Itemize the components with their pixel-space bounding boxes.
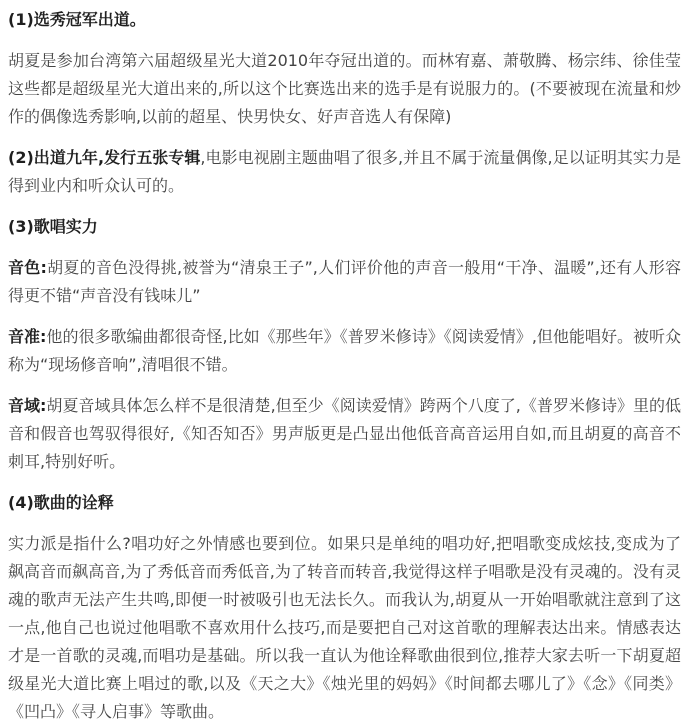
paragraph-timbre-lead: 音色: xyxy=(8,258,47,277)
paragraph-pitch-lead: 音准: xyxy=(8,327,47,346)
paragraph-timbre-text: 胡夏的音色没得挑,被誉为“清泉王子”,人们评价他的声音一般用“干净、温暖”,还有人形容得更不错“声音没有钱味儿” xyxy=(8,258,681,305)
section-heading-debut: (1)选秀冠军出道。 xyxy=(8,10,146,29)
paragraph-albums xyxy=(8,144,681,200)
paragraph-range-text: 胡夏音域具体怎么样不是很清楚,但至少《阅读爱情》跨两个八度了,《普罗米修诗》里的低音和假音也驾驭得很好,《知否知否》男声版更是凸显出他低音高音运用自如,而且胡夏的高音不刺耳,特别好听。 xyxy=(8,396,681,471)
paragraph-albums-lead: (2)出道九年,发行五张专辑 xyxy=(8,148,201,167)
paragraph-timbre xyxy=(8,254,681,310)
paragraph-pitch xyxy=(8,323,681,379)
section-heading-interpretation: (4)歌曲的诠释 xyxy=(8,493,114,512)
section-heading-vocal-ability: (3)歌唱实力 xyxy=(8,217,98,236)
paragraph-albums-text: ,电影电视剧主题曲唱了很多,并且不属于流量偶像,足以证明其实力是得到业内和听众认可的。 xyxy=(8,148,681,195)
paragraph-interpretation-detail: 实力派是指什么?唱功好之外情感也要到位。如果只是单纯的唱功好,把唱歌变成炫技,变成为了飙高音而飙高音,为了秀低音而秀低音,为了转音而转音,我觉得这样子唱歌是没有灵魂的。没有灵魂的歌声无法产生共鸣,即便一时被吸引也无法长久。而我认为,胡夏从一开始唱歌就注意到了这一点,他自己也说过他唱歌不喜欢用什么技巧,而是要把自己对这首歌的理解表达出来。情感表达才是一首歌的灵魂,而唱功是基础。所以我一直认为他诠释歌曲很到位,推荐大家去听一下胡夏超级星光大道比赛上唱过的歌,以及《天之大》《烛光里的妈妈》《时间都去哪儿了》《念》《同类》《凹凸》《寻人启事》等歌曲。 xyxy=(8,534,681,721)
paragraph-debut-detail: 胡夏是参加台湾第六届超级星光大道2010年夺冠出道的。而林宥嘉、萧敬腾、杨宗纬、徐佳莹这些都是超级星光大道出来的,所以这个比赛选出来的选手是有说服力的。(不要被现在流量和炒作的偶像选秀影响,以前的超星、快男快女、好声音选人有保障) xyxy=(8,51,681,126)
paragraph-range xyxy=(8,392,681,476)
paragraph-pitch-text: 他的很多歌编曲都很奇怪,比如《那些年》《普罗米修诗》《阅读爱情》,但他能唱好。被听众称为“现场修音响”,清唱很不错。 xyxy=(8,327,681,374)
paragraph-range-lead: 音域: xyxy=(8,396,47,415)
